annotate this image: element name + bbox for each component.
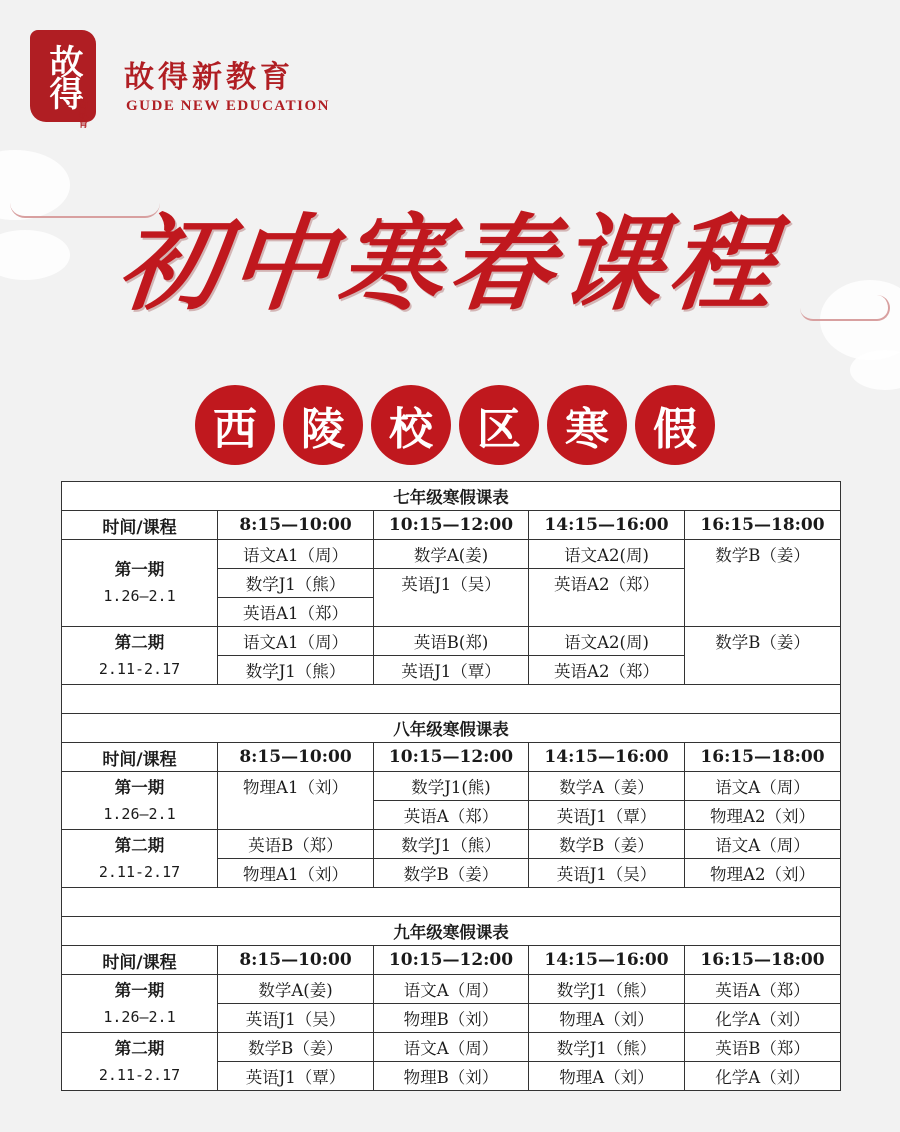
column-header: 10:15—12:00 — [374, 511, 529, 540]
course-cell: 英语B（郑） — [218, 830, 374, 859]
course-cell — [218, 801, 374, 830]
course-cell: 英语A2（郑） — [529, 656, 685, 685]
course-cell: 英语A2（郑） — [529, 569, 685, 598]
period-dates: 2.11-2.17 — [98, 862, 181, 881]
course-cell: 英语J1（吴） — [374, 569, 529, 598]
course-cell: 语文A（周） — [685, 830, 841, 859]
course-cell: 物理B（刘） — [374, 1062, 529, 1091]
course-cell: 化学A（刘） — [685, 1062, 841, 1091]
course-cell: 物理A1（刘） — [218, 772, 374, 801]
course-cell: 语文A1（周） — [218, 540, 374, 569]
brand-name-cn: 故得新教育 — [124, 60, 294, 95]
course-cell: 英语J1（覃） — [374, 656, 529, 685]
course-cell: 英语A1（郑） — [218, 598, 374, 627]
period-label — [62, 627, 218, 685]
course-cell: 英语J1（覃） — [218, 1062, 374, 1091]
grade-title: 七年级寒假课表 — [62, 482, 841, 511]
column-header: 14:15—16:00 — [529, 946, 685, 975]
course-cell: 物理B（刘） — [374, 1004, 529, 1033]
period-label — [62, 975, 218, 1033]
column-header: 16:15—18:00 — [685, 511, 841, 540]
period-dates: 1.26—2.1 — [103, 804, 176, 823]
column-header: 16:15—18:00 — [685, 743, 841, 772]
grade-title: 八年级寒假课表 — [62, 714, 841, 743]
course-cell: 语文A2(周) — [529, 627, 685, 656]
course-cell: 英语J1（覃） — [529, 801, 685, 830]
course-cell — [529, 598, 685, 627]
campus-char-circle: 寒 — [547, 385, 627, 465]
course-cell: 物理A（刘） — [529, 1004, 685, 1033]
period-dates: 1.26—2.1 — [103, 1007, 176, 1026]
course-cell: 数学J1（熊） — [529, 1033, 685, 1062]
course-cell: 数学B（姜） — [685, 627, 841, 656]
table-spacer — [62, 685, 841, 714]
column-header: 14:15—16:00 — [529, 743, 685, 772]
course-cell: 数学B（姜） — [374, 859, 529, 888]
course-cell: 数学A(姜) — [374, 540, 529, 569]
course-cell — [374, 598, 529, 627]
course-cell: 数学B（姜） — [529, 830, 685, 859]
course-cell: 数学A（姜） — [529, 772, 685, 801]
course-cell: 英语A（郑） — [374, 801, 529, 830]
course-cell: 数学B（姜） — [685, 540, 841, 569]
course-cell: 语文A（周） — [685, 772, 841, 801]
schedule-table — [61, 481, 841, 1091]
brand-seal-logo: 故得 — [30, 30, 96, 122]
course-cell — [685, 569, 841, 598]
course-cell — [685, 598, 841, 627]
column-header: 14:15—16:00 — [529, 511, 685, 540]
period-name: 第一期 — [114, 980, 165, 1000]
course-cell: 数学B（姜） — [218, 1033, 374, 1062]
course-cell: 物理A2（刘） — [685, 801, 841, 830]
column-header: 时间/课程 — [62, 946, 218, 975]
period-name: 第一期 — [114, 560, 165, 579]
period-label — [62, 830, 218, 888]
course-cell: 物理A2（刘） — [685, 859, 841, 888]
column-header: 8:15—10:00 — [218, 946, 374, 975]
column-header: 10:15—12:00 — [374, 946, 529, 975]
course-cell: 数学J1(熊) — [374, 772, 529, 801]
campus-char-circle: 西 — [195, 385, 275, 465]
course-cell: 语文A1（周） — [218, 627, 374, 656]
campus-char-circle: 区 — [459, 385, 539, 465]
course-cell: 物理A1（刘） — [218, 859, 374, 888]
period-name: 第二期 — [114, 1038, 165, 1058]
course-cell: 数学J1（熊） — [218, 656, 374, 685]
period-dates: 1.26—2.1 — [103, 587, 176, 605]
course-cell: 物理A（刘） — [529, 1062, 685, 1091]
course-cell: 英语A（郑） — [685, 975, 841, 1004]
column-header: 16:15—18:00 — [685, 946, 841, 975]
course-cell: 英语B(郑) — [374, 627, 529, 656]
campus-char-circle: 校 — [371, 385, 451, 465]
course-cell: 语文A2(周) — [529, 540, 685, 569]
course-cell: 化学A（刘） — [685, 1004, 841, 1033]
table-spacer — [62, 888, 841, 917]
course-cell: 数学A(姜) — [218, 975, 374, 1004]
campus-char-circle: 陵 — [283, 385, 363, 465]
course-cell: 英语J1（吴） — [529, 859, 685, 888]
grade-title: 九年级寒假课表 — [62, 917, 841, 946]
column-header: 时间/课程 — [62, 511, 218, 540]
course-cell: 英语J1（吴） — [218, 1004, 374, 1033]
column-header: 8:15—10:00 — [218, 511, 374, 540]
period-dates: 2.11-2.17 — [98, 1065, 181, 1084]
course-cell — [685, 656, 841, 685]
cloud-decoration-right-2 — [850, 350, 900, 390]
course-cell: 英语B（郑） — [685, 1033, 841, 1062]
brand-seal-subtext: 新教育 — [76, 98, 87, 128]
page-title: 初中寒春课程 — [112, 202, 786, 325]
course-cell: 数学J1（熊） — [529, 975, 685, 1004]
column-header: 10:15—12:00 — [374, 743, 529, 772]
period-label — [62, 540, 218, 627]
period-label — [62, 772, 218, 830]
course-cell: 数学J1（熊） — [374, 830, 529, 859]
course-cell: 语文A（周） — [374, 1033, 529, 1062]
campus-char-circle: 假 — [635, 385, 715, 465]
column-header: 时间/课程 — [62, 743, 218, 772]
brand-name-en: GUDE NEW EDUCATION — [126, 98, 330, 114]
campus-banner — [195, 385, 715, 465]
column-header: 8:15—10:00 — [218, 743, 374, 772]
course-cell: 语文A（周） — [374, 975, 529, 1004]
period-dates: 2.11-2.17 — [98, 659, 181, 678]
period-label — [62, 1033, 218, 1091]
period-name: 第二期 — [114, 632, 165, 652]
course-cell: 数学J1（熊） — [218, 569, 374, 598]
period-name: 第二期 — [114, 835, 165, 855]
period-name: 第一期 — [114, 777, 165, 797]
